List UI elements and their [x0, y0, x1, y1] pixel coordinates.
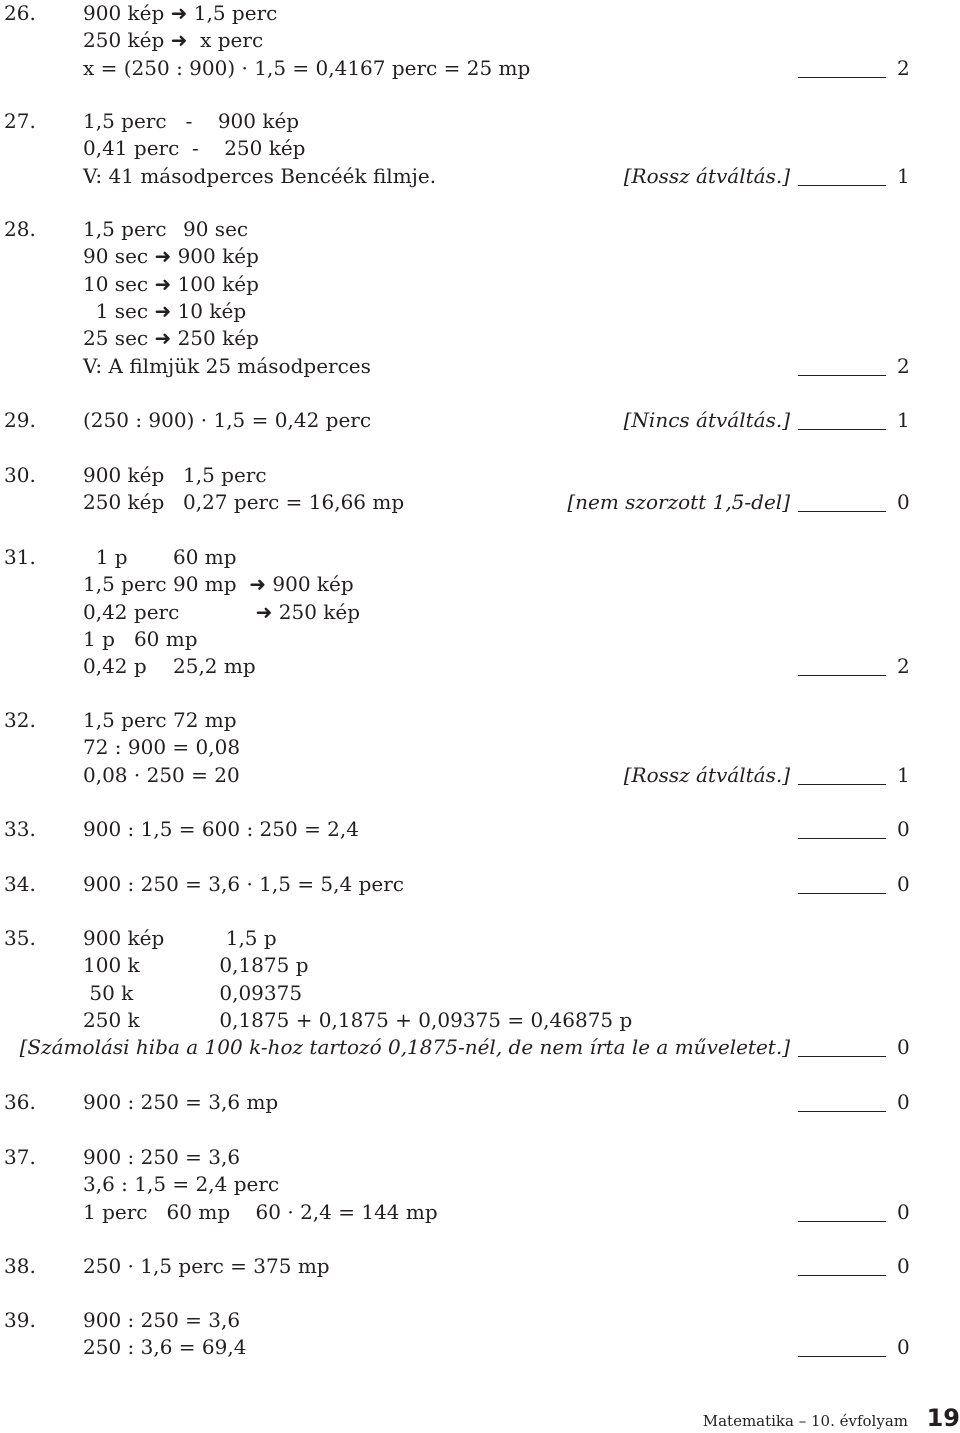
item-line	[83, 298, 246, 325]
line-text: 100 k	[83, 953, 140, 978]
line-text: (250 : 900) · 1,5 = 0,42 perc	[83, 408, 372, 432]
score-blank-line	[798, 429, 886, 430]
line-text: 250 · 1,5 perc = 375 mp	[83, 1254, 330, 1278]
item-number: 34.	[4, 872, 36, 896]
item-line	[83, 816, 359, 843]
line-text: 72 mp	[173, 708, 237, 732]
line-text: 900 : 250 = 3,6	[83, 1308, 241, 1332]
item-number: 32.	[4, 708, 36, 732]
page-number: 19	[926, 1404, 960, 1432]
line-text: 1 perc 60 mp 60 · 2,4 = 144 mp	[83, 1199, 438, 1224]
item-line	[83, 1007, 632, 1034]
item-line	[83, 243, 259, 270]
line-text: 0,41 perc - 250 kép	[83, 136, 306, 161]
line-text: 250 kép	[83, 490, 165, 515]
line-text: V: 41 másodperces Bencéék filmje.	[83, 163, 437, 188]
item-number: 38.	[4, 1254, 36, 1278]
grading-note: [Rossz átváltás.]	[623, 762, 790, 787]
score-blank-line	[798, 1356, 886, 1357]
score-value: 0	[897, 1035, 910, 1060]
item-number: 29.	[4, 408, 36, 432]
item-line	[83, 871, 404, 898]
score-blank-line	[798, 1111, 886, 1112]
line-text: 1,5 perc	[83, 217, 167, 241]
score-blank-line	[798, 675, 886, 676]
score-blank-line	[798, 375, 886, 376]
line-text: 0,09375	[213, 980, 303, 1005]
item-line	[83, 27, 263, 54]
item-line	[83, 925, 277, 952]
line-text: 1 p 60 mp	[83, 626, 198, 651]
score-value: 1	[897, 408, 910, 432]
item-line	[83, 1089, 278, 1116]
item-line	[83, 0, 277, 27]
item-line	[83, 571, 354, 598]
item-number: 28.	[4, 217, 36, 241]
line-text: 90 mp ➜ 900 kép	[173, 572, 354, 597]
score-value: 0	[897, 1335, 910, 1360]
line-text: 60 mp	[173, 545, 237, 569]
line-text: V: A filmjük 25 másodperces	[83, 353, 371, 378]
item-line	[83, 1334, 246, 1361]
item-line	[83, 163, 436, 190]
line-text: 0,27 perc = 16,66 mp	[183, 490, 405, 515]
item-number: 33.	[4, 817, 36, 841]
item-line	[83, 353, 371, 380]
item-line	[83, 325, 259, 352]
score-blank-line	[798, 1221, 886, 1222]
item-line	[83, 626, 198, 653]
line-text: 1,5 perc	[83, 572, 167, 597]
score-blank-line	[798, 511, 886, 512]
item-number: 31.	[4, 545, 36, 569]
item-number: 36.	[4, 1090, 36, 1114]
score-value: 2	[897, 55, 910, 80]
line-text: 900 kép	[83, 463, 165, 487]
item-line	[83, 544, 237, 571]
item-line	[83, 216, 248, 243]
item-line	[83, 489, 404, 516]
item-number: 37.	[4, 1145, 36, 1169]
line-text: 900 : 1,5 = 600 : 250 = 2,4	[83, 817, 359, 841]
line-text: 3,6 : 1,5 = 2,4 perc	[83, 1172, 280, 1197]
item-line	[83, 1171, 279, 1198]
score-blank-line	[798, 893, 886, 894]
line-text: 72 : 900 = 0,08	[83, 735, 241, 760]
line-text: 10 sec ➜ 100 kép	[83, 271, 259, 296]
line-text: 1,5 p	[213, 926, 277, 950]
line-text: 1,5 perc	[183, 463, 267, 487]
line-text: 900 : 250 = 3,6 mp	[83, 1090, 279, 1114]
score-blank-line	[798, 1275, 886, 1276]
item-line	[83, 108, 299, 135]
item-line	[83, 462, 267, 489]
item-line	[83, 55, 530, 82]
item-line	[83, 707, 237, 734]
line-text: 1,5 perc - 900 kép	[83, 109, 300, 133]
item-number: 35.	[4, 926, 36, 950]
line-text: 250 : 3,6 = 69,4	[83, 1335, 247, 1360]
line-text: x = (250 : 900) · 1,5 = 0,4167 perc = 25 mp	[83, 55, 531, 80]
line-text: ➜ 250 kép	[173, 599, 361, 624]
item-number: 26.	[4, 1, 36, 25]
line-text: 0,1875 p	[213, 953, 309, 978]
score-blank-line	[798, 1056, 886, 1057]
footer-title: Matematika – 10. évfolyam	[702, 1412, 908, 1430]
grading-note: [nem szorzott 1,5-del]	[567, 490, 790, 515]
item-line	[83, 734, 240, 761]
line-text: 1 sec ➜ 10 kép	[83, 298, 247, 323]
line-text: 1 p	[83, 545, 128, 569]
item-line	[83, 980, 302, 1007]
item-number: 30.	[4, 463, 36, 487]
grading-note: [Számolási hiba a 100 k-hoz tartozó 0,1875-nél, de nem írta le a műveletet.]	[19, 1035, 790, 1060]
item-line	[83, 599, 360, 626]
line-text: 0,08 · 250 = 20	[83, 762, 240, 787]
line-text: 900 : 250 = 3,6 · 1,5 = 5,4 perc	[83, 872, 404, 896]
item-line	[83, 762, 240, 789]
grading-note: [Nincs átváltás.]	[623, 408, 790, 432]
line-text: 900 : 250 = 3,6	[83, 1145, 241, 1169]
item-line	[83, 1253, 330, 1280]
line-text: 1,5 perc	[83, 708, 167, 732]
item-line	[83, 952, 309, 979]
line-text: 25,2 mp	[173, 654, 256, 679]
line-text: 90 sec ➜ 900 kép	[83, 244, 259, 269]
page-footer	[703, 1404, 960, 1432]
item-line	[83, 1307, 240, 1334]
line-text: 900 kép	[83, 926, 165, 950]
line-text: 0,42 perc	[83, 599, 180, 624]
score-value: 1	[897, 163, 910, 188]
score-value: 2	[897, 654, 910, 679]
score-blank-line	[798, 77, 886, 78]
line-text: 50 k	[83, 980, 134, 1005]
line-text: 250 k	[83, 1007, 140, 1032]
score-blank-line	[798, 185, 886, 186]
item-line	[83, 1144, 240, 1171]
score-value: 0	[897, 817, 910, 841]
item-line	[83, 135, 305, 162]
item-line	[83, 271, 259, 298]
item-line	[83, 407, 371, 434]
score-value: 2	[897, 353, 910, 378]
line-text: 0,42 p	[83, 654, 147, 679]
score-blank-line	[798, 784, 886, 785]
grading-note: [Rossz átváltás.]	[623, 163, 790, 188]
line-text: 25 sec ➜ 250 kép	[83, 326, 259, 351]
score-value: 1	[897, 762, 910, 787]
score-value: 0	[897, 490, 910, 515]
score-value: 0	[897, 1199, 910, 1224]
score-blank-line	[798, 838, 886, 839]
item-number: 27.	[4, 109, 36, 133]
item-number: 39.	[4, 1308, 36, 1332]
score-value: 0	[897, 1254, 910, 1278]
item-line	[83, 1199, 438, 1226]
score-value: 0	[897, 872, 910, 896]
line-text: 900 kép ➜ 1,5 perc	[83, 1, 278, 25]
line-text: 250 kép ➜ x perc	[83, 28, 264, 53]
line-text: 90 sec	[183, 217, 249, 241]
score-value: 0	[897, 1090, 910, 1114]
line-text: 0,1875 + 0,1875 + 0,09375 = 0,46875 p	[213, 1007, 633, 1032]
item-line	[83, 653, 256, 680]
